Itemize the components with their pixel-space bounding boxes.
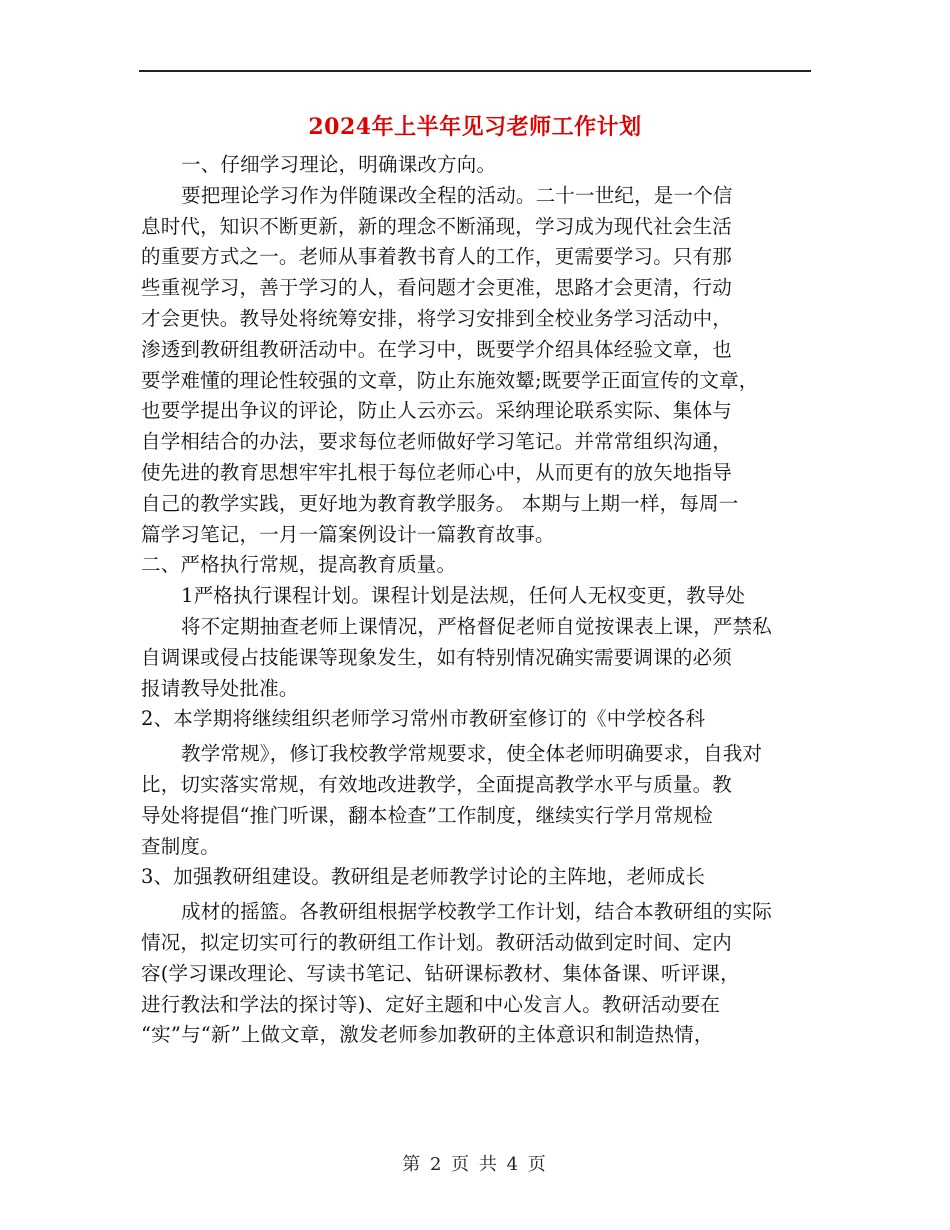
paragraph-line: 篇学习笔记，一月一篇案例设计一篇教育故事。 xyxy=(141,522,555,546)
paragraph-line: 报请教导处批准。 xyxy=(141,676,299,700)
paragraph-line: 渗透到教研组教研活动中。在学习中，既要学介绍具体经验文章，也 xyxy=(141,337,733,361)
document-title: 2024年上半年见习老师工作计划 xyxy=(308,114,642,140)
header-rule xyxy=(139,70,811,72)
paragraph-line: 容(学习课改理论、写读书笔记、钻研课标教材、集体备课、听评课， xyxy=(141,961,740,985)
paragraph-line: 要把理论学习作为伴随课改全程的活动。二十一世纪，是一个信 xyxy=(181,183,733,207)
paragraph-line: 导处将提倡“推门听课，翻本检查”工作制度，继续实行学月常规检 xyxy=(141,803,713,827)
paragraph-line: “实”与“新”上做文章，激发老师参加教研的主体意识和制造热情， xyxy=(141,1023,714,1047)
paragraph-line: 成材的摇篮。各教研组根据学校教学工作计划，结合本教研组的实际 xyxy=(181,900,773,924)
paragraph-line: 进行教法和学法的探讨等)、定好主题和中心发言人。教研活动要在 xyxy=(141,992,721,1016)
page-number-footer: 第 2 页 共 4 页 xyxy=(402,1154,548,1175)
paragraph-line: 二、严格执行常规，提高教育质量。 xyxy=(141,553,457,577)
paragraph-line: 要学难懂的理论性较强的文章，防止东施效颦;既要学正面宣传的文章， xyxy=(141,368,759,392)
paragraph-line: 教学常规》，修订我校教学常规要求，使全体老师明确要求，自我对 xyxy=(181,742,763,766)
paragraph-line xyxy=(141,1051,813,1082)
paragraph-line: 3、加强教研组建设。教研组是老师教学讨论的主阵地，老师成长 xyxy=(141,865,706,889)
paragraph-line: 2、本学期将继续组织老师学习常州市教研室修订的《中学校各科 xyxy=(141,707,706,731)
paragraph-line: 将不定期抽查老师上课情况，严格督促老师自觉按课表上课，严禁私 xyxy=(181,614,773,638)
paragraph-line: 自调课或侵占技能课等现象发生，如有特别情况确实需要调课的必须 xyxy=(141,645,733,669)
paragraph-line: 的重要方式之一。老师从事着教书育人的工作，更需要学习。只有那 xyxy=(141,245,733,269)
section-heading-1: 一、仔细学习理论，明确课改方向。 xyxy=(181,153,497,176)
paragraph-line: 也要学提出争议的评论，防止人云亦云。采纳理论联系实际、集体与 xyxy=(141,399,733,423)
paragraph-line: 才会更快。教导处将统筹安排，将学习安排到全校业务学习活动中， xyxy=(141,306,733,330)
paragraph-line: 查制度。 xyxy=(141,834,220,858)
paragraph-line: 使先进的教育思想牢牢扎根于每位老师心中，从而更有的放矢地指导 xyxy=(141,460,733,484)
paragraph-line: 自学相结合的办法，要求每位老师做好学习笔记。并常常组织沟通， xyxy=(141,430,733,454)
paragraph-line: 自己的教学实践，更好地为教育教学服务。 本期与上期一样，每周一 xyxy=(141,491,739,515)
document-body xyxy=(141,150,813,1082)
paragraph-line: 些重视学习，善于学习的人，看问题才会更准，思路才会更清，行动 xyxy=(141,276,733,300)
paragraph-line: 情况，拟定切实可行的教研组工作计划。教研活动做到定时间、定内 xyxy=(141,930,733,954)
section-heading-2: 1严格执行课程计划。课程计划是法规，任何人无权变更，教导处 xyxy=(181,584,746,608)
paragraph-line: 比，切实落实常规，有效地改进教学，全面提高教学水平与质量。教 xyxy=(141,772,733,796)
paragraph-line: 息时代，知识不断更新，新的理念不断涌现，学习成为现代社会生活 xyxy=(141,214,733,238)
